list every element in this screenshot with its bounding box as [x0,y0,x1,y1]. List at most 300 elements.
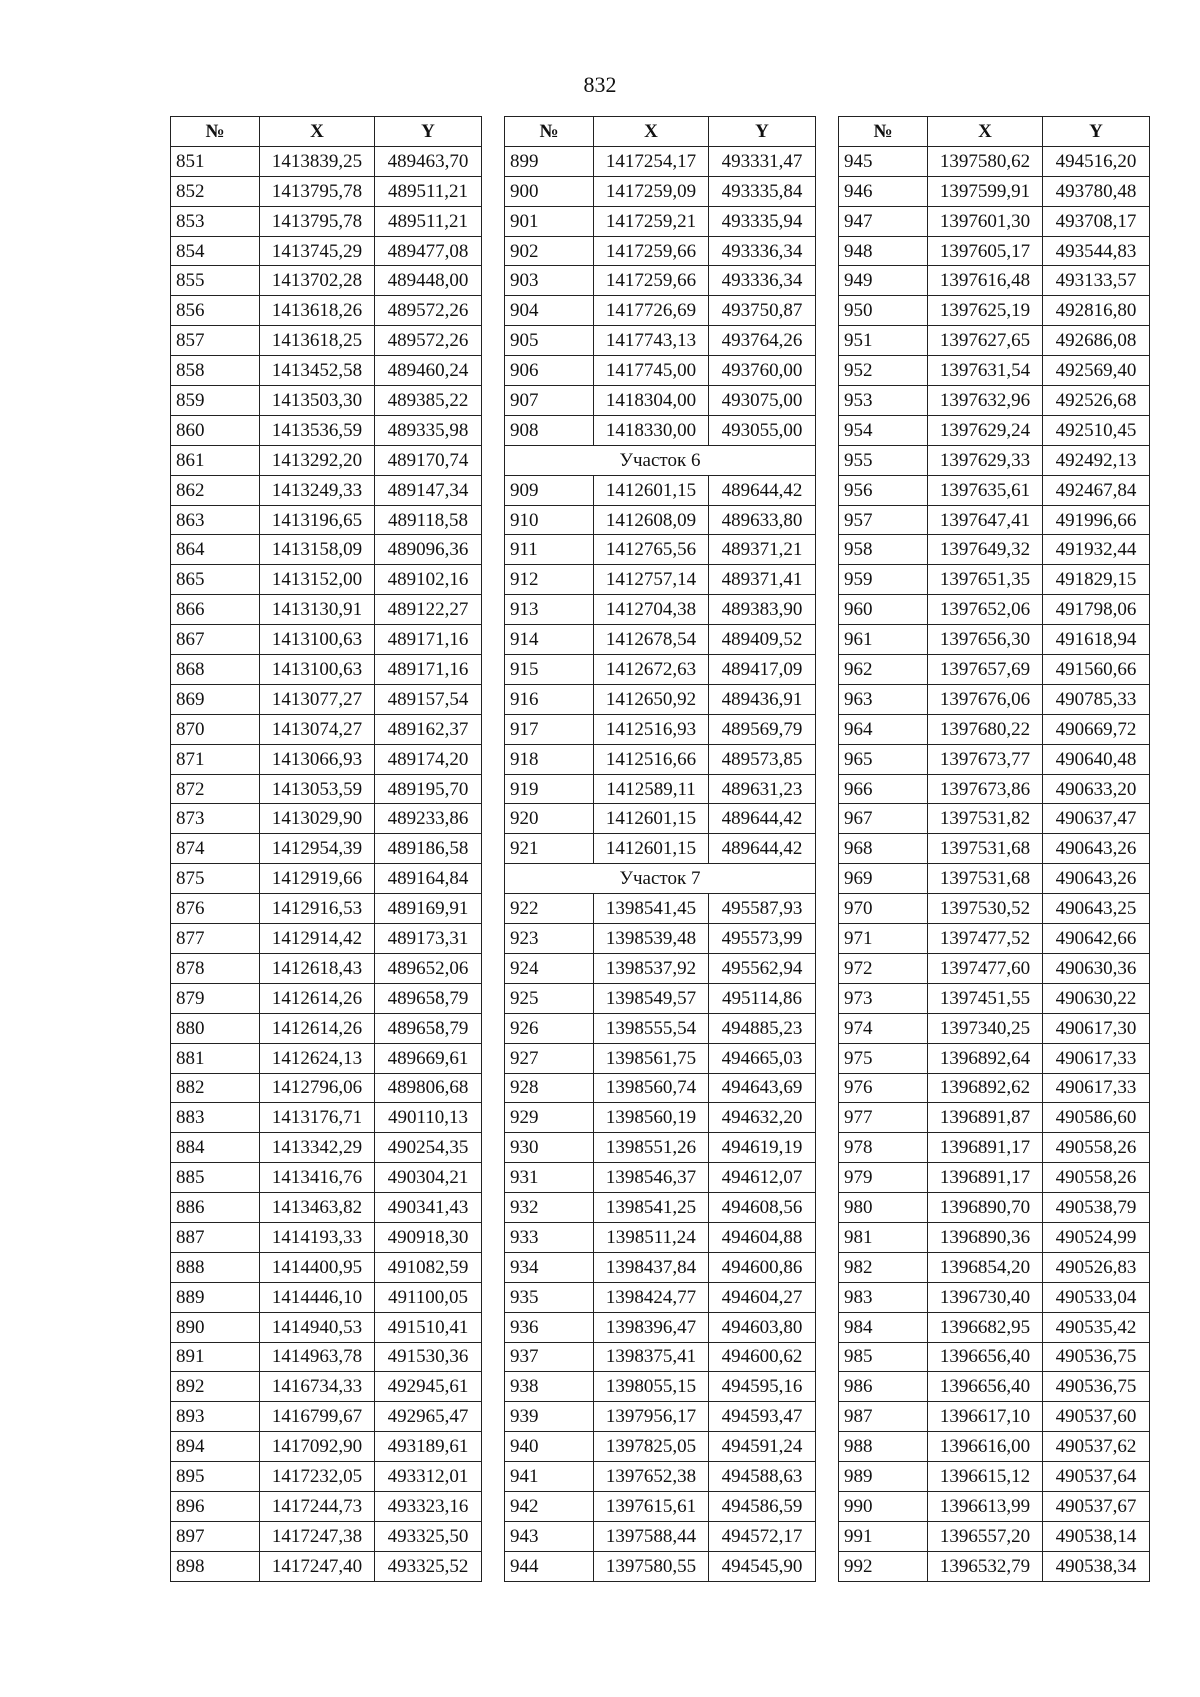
y-coordinate-cell: 490617,33 [1043,1073,1150,1103]
x-coordinate-cell: 1397657,69 [928,655,1043,685]
point-number-cell: 986 [839,1372,928,1402]
point-number-cell: 878 [171,953,260,983]
y-coordinate-cell: 490643,25 [1043,894,1150,924]
section-title: Участок 6 [505,445,816,475]
table-row [171,1163,482,1193]
point-number-cell: 989 [839,1462,928,1492]
point-number-cell: 865 [171,565,260,595]
x-coordinate-cell: 1412916,53 [260,894,375,924]
table-row [171,864,482,894]
point-number-cell: 928 [505,1073,594,1103]
table-row [839,655,1150,685]
x-coordinate-cell: 1396557,20 [928,1521,1043,1551]
point-number-cell: 938 [505,1372,594,1402]
header-y: Y [1043,117,1150,147]
table-row [171,266,482,296]
y-coordinate-cell: 494612,07 [709,1163,816,1193]
point-number-cell: 926 [505,1013,594,1043]
point-number-cell: 879 [171,983,260,1013]
point-number-cell: 864 [171,535,260,565]
table-row [505,1222,816,1252]
table-row [171,1043,482,1073]
x-coordinate-cell: 1417259,21 [594,206,709,236]
point-number-cell: 984 [839,1312,928,1342]
header-y: Y [709,117,816,147]
x-coordinate-cell: 1413158,09 [260,535,375,565]
table-row [839,864,1150,894]
table-row [839,1013,1150,1043]
y-coordinate-cell: 494619,19 [709,1133,816,1163]
x-coordinate-cell: 1397632,96 [928,386,1043,416]
point-number-cell: 962 [839,655,928,685]
y-coordinate-cell: 489383,90 [709,595,816,625]
point-number-cell: 923 [505,924,594,954]
y-coordinate-cell: 490637,47 [1043,804,1150,834]
y-coordinate-cell: 490537,62 [1043,1432,1150,1462]
x-coordinate-cell: 1412704,38 [594,595,709,625]
point-number-cell: 987 [839,1402,928,1432]
y-coordinate-cell: 490538,79 [1043,1193,1150,1223]
x-coordinate-cell: 1398437,84 [594,1252,709,1282]
table-row [839,505,1150,535]
x-coordinate-cell: 1397599,91 [928,176,1043,206]
y-coordinate-cell: 491996,66 [1043,505,1150,535]
table-row [839,326,1150,356]
point-number-cell: 929 [505,1103,594,1133]
table-row [171,386,482,416]
point-number-cell: 966 [839,774,928,804]
point-number-cell: 894 [171,1432,260,1462]
table-row [171,1551,482,1581]
point-number-cell: 861 [171,445,260,475]
y-coordinate-cell: 493325,52 [375,1551,482,1581]
table-row [839,744,1150,774]
x-coordinate-cell: 1417247,38 [260,1521,375,1551]
x-coordinate-cell: 1398396,47 [594,1312,709,1342]
point-number-cell: 872 [171,774,260,804]
table-row [839,1133,1150,1163]
point-number-cell: 859 [171,386,260,416]
x-coordinate-cell: 1413342,29 [260,1133,375,1163]
y-coordinate-cell: 489122,27 [375,595,482,625]
y-coordinate-cell: 490537,60 [1043,1402,1150,1432]
table-row [505,206,816,236]
table-row [839,535,1150,565]
point-number-cell: 964 [839,714,928,744]
table-row [505,983,816,1013]
y-coordinate-cell: 492945,61 [375,1372,482,1402]
y-coordinate-cell: 489569,79 [709,714,816,744]
point-number-cell: 955 [839,445,928,475]
x-coordinate-cell: 1412914,42 [260,924,375,954]
table-row [839,1312,1150,1342]
point-number-cell: 939 [505,1402,594,1432]
point-number-cell: 892 [171,1372,260,1402]
x-coordinate-cell: 1396730,40 [928,1282,1043,1312]
point-number-cell: 945 [839,146,928,176]
y-coordinate-cell: 493189,61 [375,1432,482,1462]
point-number-cell: 924 [505,953,594,983]
y-coordinate-cell: 494632,20 [709,1103,816,1133]
table-row [171,1282,482,1312]
point-number-cell: 896 [171,1491,260,1521]
header-number: № [171,117,260,147]
x-coordinate-cell: 1397629,33 [928,445,1043,475]
point-number-cell: 863 [171,505,260,535]
table-row [171,1133,482,1163]
x-coordinate-cell: 1413795,78 [260,206,375,236]
x-coordinate-cell: 1397580,62 [928,146,1043,176]
y-coordinate-cell: 493760,00 [709,356,816,386]
point-number-cell: 908 [505,415,594,445]
table-row [839,1551,1150,1581]
y-coordinate-cell: 489371,41 [709,565,816,595]
x-coordinate-cell: 1412919,66 [260,864,375,894]
x-coordinate-cell: 1397530,52 [928,894,1043,924]
x-coordinate-cell: 1397656,30 [928,625,1043,655]
table-row [171,326,482,356]
table-row [505,296,816,326]
point-number-cell: 963 [839,684,928,714]
x-coordinate-cell: 1412601,15 [594,804,709,834]
y-coordinate-cell: 490537,64 [1043,1462,1150,1492]
x-coordinate-cell: 1412601,15 [594,834,709,864]
x-coordinate-cell: 1412614,26 [260,1013,375,1043]
point-number-cell: 954 [839,415,928,445]
point-number-cell: 912 [505,565,594,595]
y-coordinate-cell: 494608,56 [709,1193,816,1223]
y-coordinate-cell: 493750,87 [709,296,816,326]
y-coordinate-cell: 490538,14 [1043,1521,1150,1551]
table-row [839,1193,1150,1223]
point-number-cell: 917 [505,714,594,744]
x-coordinate-cell: 1413029,90 [260,804,375,834]
table-row [171,505,482,535]
x-coordinate-cell: 1417259,66 [594,236,709,266]
table-row [505,1133,816,1163]
table-row [505,953,816,983]
table-row [839,1103,1150,1133]
point-number-cell: 977 [839,1103,928,1133]
y-coordinate-cell: 493331,47 [709,146,816,176]
table-row [505,1342,816,1372]
table-row [839,236,1150,266]
x-coordinate-cell: 1397647,41 [928,505,1043,535]
x-coordinate-cell: 1397451,55 [928,983,1043,1013]
point-number-cell: 910 [505,505,594,535]
x-coordinate-cell: 1417259,09 [594,176,709,206]
y-coordinate-cell: 491510,41 [375,1312,482,1342]
x-coordinate-cell: 1414193,33 [260,1222,375,1252]
y-coordinate-cell: 490918,30 [375,1222,482,1252]
y-coordinate-cell: 490558,26 [1043,1163,1150,1193]
x-coordinate-cell: 1413618,26 [260,296,375,326]
x-coordinate-cell: 1397588,44 [594,1521,709,1551]
point-number-cell: 887 [171,1222,260,1252]
table-row [505,774,816,804]
x-coordinate-cell: 1417247,40 [260,1551,375,1581]
table-row [171,1013,482,1043]
x-coordinate-cell: 1398055,15 [594,1372,709,1402]
x-coordinate-cell: 1397676,06 [928,684,1043,714]
x-coordinate-cell: 1412601,15 [594,475,709,505]
point-number-cell: 906 [505,356,594,386]
table-row [171,206,482,236]
x-coordinate-cell: 1413745,29 [260,236,375,266]
table-row [171,684,482,714]
point-number-cell: 932 [505,1193,594,1223]
x-coordinate-cell: 1398551,26 [594,1133,709,1163]
table-row [505,1252,816,1282]
point-number-cell: 946 [839,176,928,206]
y-coordinate-cell: 494586,59 [709,1491,816,1521]
x-coordinate-cell: 1417244,73 [260,1491,375,1521]
point-number-cell: 950 [839,296,928,326]
table-row [171,1432,482,1462]
x-coordinate-cell: 1413503,30 [260,386,375,416]
table-row [839,804,1150,834]
table-row [171,655,482,685]
y-coordinate-cell: 490643,26 [1043,864,1150,894]
y-coordinate-cell: 493708,17 [1043,206,1150,236]
point-number-cell: 940 [505,1432,594,1462]
x-coordinate-cell: 1397680,22 [928,714,1043,744]
point-number-cell: 897 [171,1521,260,1551]
y-coordinate-cell: 491560,66 [1043,655,1150,685]
point-number-cell: 882 [171,1073,260,1103]
y-coordinate-cell: 491932,44 [1043,535,1150,565]
point-number-cell: 855 [171,266,260,296]
table-row [505,1432,816,1462]
point-number-cell: 952 [839,356,928,386]
x-coordinate-cell: 1397601,30 [928,206,1043,236]
y-coordinate-cell: 489118,58 [375,505,482,535]
y-coordinate-cell: 489171,16 [375,655,482,685]
table-row [505,356,816,386]
point-number-cell: 870 [171,714,260,744]
y-coordinate-cell: 491798,06 [1043,595,1150,625]
table-row [171,296,482,326]
point-number-cell: 852 [171,176,260,206]
x-coordinate-cell: 1397652,06 [928,595,1043,625]
y-coordinate-cell: 493055,00 [709,415,816,445]
point-number-cell: 969 [839,864,928,894]
table-row [505,714,816,744]
section-row [505,864,816,894]
table-row [171,1462,482,1492]
x-coordinate-cell: 1413066,93 [260,744,375,774]
point-number-cell: 888 [171,1252,260,1282]
table-row [839,266,1150,296]
point-number-cell: 911 [505,535,594,565]
table-row [839,1073,1150,1103]
x-coordinate-cell: 1397625,19 [928,296,1043,326]
point-number-cell: 941 [505,1462,594,1492]
table-row [839,684,1150,714]
table-row [505,1073,816,1103]
y-coordinate-cell: 495114,86 [709,983,816,1013]
table-row [171,1073,482,1103]
point-number-cell: 933 [505,1222,594,1252]
y-coordinate-cell: 489573,85 [709,744,816,774]
x-coordinate-cell: 1398375,41 [594,1342,709,1372]
table-row [505,1551,816,1581]
y-coordinate-cell: 489572,26 [375,326,482,356]
x-coordinate-cell: 1412672,63 [594,655,709,685]
y-coordinate-cell: 490558,26 [1043,1133,1150,1163]
x-coordinate-cell: 1412757,14 [594,565,709,595]
y-coordinate-cell: 494600,86 [709,1252,816,1282]
point-number-cell: 900 [505,176,594,206]
y-coordinate-cell: 489644,42 [709,475,816,505]
point-number-cell: 909 [505,475,594,505]
table-row [171,475,482,505]
y-coordinate-cell: 494665,03 [709,1043,816,1073]
point-number-cell: 867 [171,625,260,655]
y-coordinate-cell: 489658,79 [375,1013,482,1043]
y-coordinate-cell: 490110,13 [375,1103,482,1133]
point-number-cell: 972 [839,953,928,983]
point-number-cell: 961 [839,625,928,655]
x-coordinate-cell: 1397956,17 [594,1402,709,1432]
x-coordinate-cell: 1418330,00 [594,415,709,445]
table-row [505,1103,816,1133]
table-row [839,1222,1150,1252]
y-coordinate-cell: 489644,42 [709,834,816,864]
point-number-cell: 981 [839,1222,928,1252]
y-coordinate-cell: 489409,52 [709,625,816,655]
x-coordinate-cell: 1397627,65 [928,326,1043,356]
header-x: X [928,117,1043,147]
x-coordinate-cell: 1396532,79 [928,1551,1043,1581]
x-coordinate-cell: 1417743,13 [594,326,709,356]
x-coordinate-cell: 1398549,57 [594,983,709,1013]
point-number-cell: 918 [505,744,594,774]
point-number-cell: 975 [839,1043,928,1073]
table-row [505,655,816,685]
point-number-cell: 883 [171,1103,260,1133]
point-number-cell: 931 [505,1163,594,1193]
y-coordinate-cell: 493336,34 [709,236,816,266]
point-number-cell: 868 [171,655,260,685]
x-coordinate-cell: 1396613,99 [928,1491,1043,1521]
point-number-cell: 857 [171,326,260,356]
point-number-cell: 922 [505,894,594,924]
x-coordinate-cell: 1416734,33 [260,1372,375,1402]
table-row [505,1491,816,1521]
y-coordinate-cell: 495573,99 [709,924,816,954]
y-coordinate-cell: 489385,22 [375,386,482,416]
point-number-cell: 876 [171,894,260,924]
y-coordinate-cell: 490617,33 [1043,1043,1150,1073]
table-row [839,386,1150,416]
table-row [171,565,482,595]
y-coordinate-cell: 490640,48 [1043,744,1150,774]
y-coordinate-cell: 494516,20 [1043,146,1150,176]
table-row [839,1163,1150,1193]
y-coordinate-cell: 490643,26 [1043,834,1150,864]
x-coordinate-cell: 1398539,48 [594,924,709,954]
point-number-cell: 927 [505,1043,594,1073]
table-row [505,565,816,595]
x-coordinate-cell: 1412516,66 [594,744,709,774]
table-header-row [839,117,1150,147]
table-row [505,505,816,535]
table-row [505,924,816,954]
point-number-cell: 983 [839,1282,928,1312]
y-coordinate-cell: 489102,16 [375,565,482,595]
table-row [505,236,816,266]
point-number-cell: 873 [171,804,260,834]
point-number-cell: 904 [505,296,594,326]
y-coordinate-cell: 494593,47 [709,1402,816,1432]
point-number-cell: 979 [839,1163,928,1193]
y-coordinate-cell: 494643,69 [709,1073,816,1103]
table-row [839,1372,1150,1402]
x-coordinate-cell: 1413196,65 [260,505,375,535]
point-number-cell: 884 [171,1133,260,1163]
point-number-cell: 903 [505,266,594,296]
point-number-cell: 991 [839,1521,928,1551]
x-coordinate-cell: 1412608,09 [594,505,709,535]
table-row [505,625,816,655]
y-coordinate-cell: 489633,80 [709,505,816,535]
y-coordinate-cell: 489631,23 [709,774,816,804]
x-coordinate-cell: 1397629,24 [928,415,1043,445]
y-coordinate-cell: 489233,86 [375,804,482,834]
header-x: X [594,117,709,147]
table-row [839,206,1150,236]
x-coordinate-cell: 1412650,92 [594,684,709,714]
y-coordinate-cell: 492510,45 [1043,415,1150,445]
x-coordinate-cell: 1413416,76 [260,1163,375,1193]
y-coordinate-cell: 493336,34 [709,266,816,296]
point-number-cell: 930 [505,1133,594,1163]
point-number-cell: 948 [839,236,928,266]
x-coordinate-cell: 1396616,00 [928,1432,1043,1462]
x-coordinate-cell: 1396890,36 [928,1222,1043,1252]
x-coordinate-cell: 1396854,20 [928,1252,1043,1282]
point-number-cell: 951 [839,326,928,356]
table-row [839,1252,1150,1282]
table-row [505,595,816,625]
y-coordinate-cell: 491082,59 [375,1252,482,1282]
point-number-cell: 949 [839,266,928,296]
x-coordinate-cell: 1396891,87 [928,1103,1043,1133]
x-coordinate-cell: 1413292,20 [260,445,375,475]
y-coordinate-cell: 490630,36 [1043,953,1150,983]
table-row [171,146,482,176]
x-coordinate-cell: 1413463,82 [260,1193,375,1223]
point-number-cell: 936 [505,1312,594,1342]
header-y: Y [375,117,482,147]
y-coordinate-cell: 489186,58 [375,834,482,864]
x-coordinate-cell: 1414940,53 [260,1312,375,1342]
table-row [839,176,1150,206]
table-row [505,475,816,505]
table-row [171,356,482,386]
y-coordinate-cell: 492965,47 [375,1402,482,1432]
y-coordinate-cell: 495587,93 [709,894,816,924]
y-coordinate-cell: 490586,60 [1043,1103,1150,1133]
y-coordinate-cell: 494588,63 [709,1462,816,1492]
y-coordinate-cell: 494595,16 [709,1372,816,1402]
table-row [839,774,1150,804]
table-row [171,1252,482,1282]
y-coordinate-cell: 489096,36 [375,535,482,565]
y-coordinate-cell: 489169,91 [375,894,482,924]
point-number-cell: 902 [505,236,594,266]
